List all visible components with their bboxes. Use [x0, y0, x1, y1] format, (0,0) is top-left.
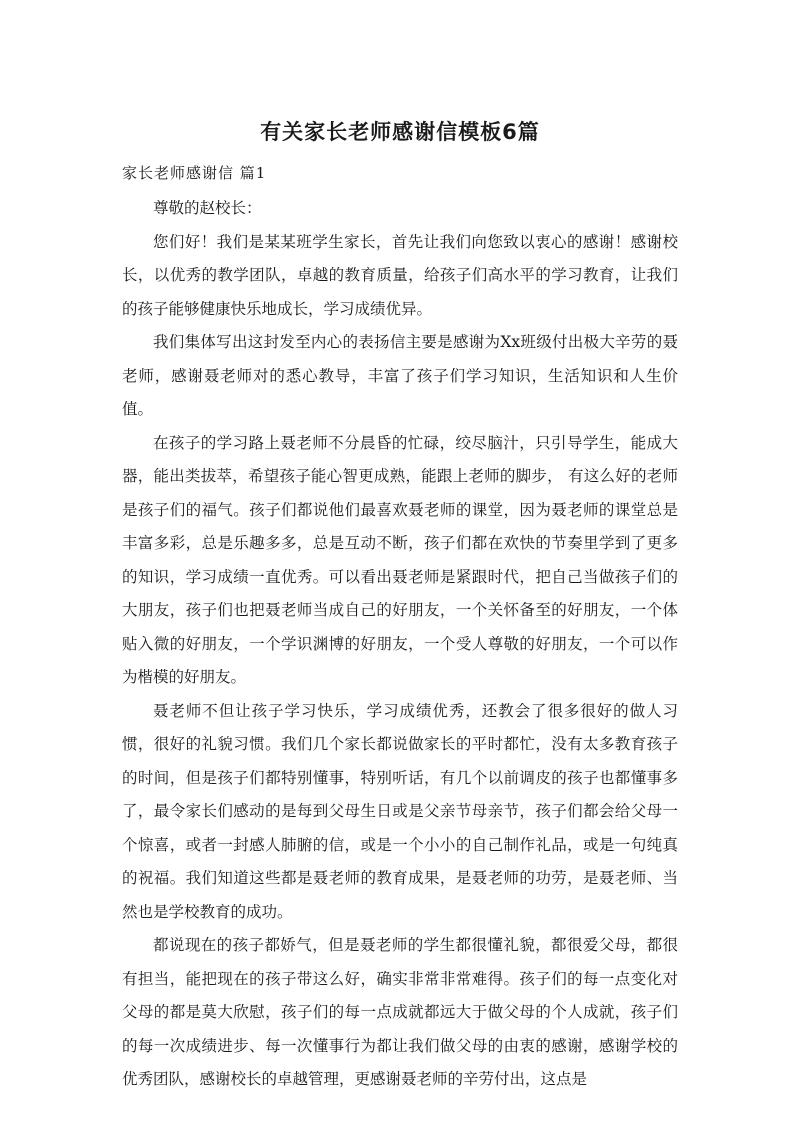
- document-title: 有关家长老师感谢信模板6篇: [260, 120, 540, 144]
- letter-body: [122, 192, 678, 1097]
- paragraph-1: 您们好！我们是某某班学生家长，首先让我们向您致以衷心的感谢！感谢校长，以优秀的教学团队，卓越的教育质量，给孩子们高水平的学习教育，让我们的孩子能够健康快乐地成长，学习成绩优异。: [122, 232, 678, 318]
- paragraph-4: 聂老师不但让孩子学习快乐，学习成绩优秀，还教会了很多很好的做人习惯，很好的礼貌习惯。我们几个家长都说做家长的平时都忙，没有太多教育孩子的时间，但是孩子们都特别懂事，特别听话，有几个以前调皮的孩子也都懂事多了，最令家长们感动的是每到父母生日或是父亲节母亲节，孩子们都会给父母一个惊喜，或者一封感人肺腑的信，或是一个小小的自己制作礼品，或是一句纯真的祝福。我们知道这些都是聂老师的教育成果，是聂老师的功劳，是聂老师、当然也是学校教育的成功。: [122, 701, 678, 921]
- paragraph-5: 都说现在的孩子都娇气，但是聂老师的学生都很懂礼貌，都很爱父母，都很有担当，能把现在的孩子带这么好，确实非常非常难得。孩子们的每一点变化对父母的都是莫大欣慰，孩子们的每一点成就都远大于做父母的个人成就，孩子们的每一次成绩进步、每一次懂事行为都让我们做父母的由衷的感谢，感谢学校的优秀团队，感谢校长的卓越管理，更感谢聂老师的辛劳付出，这点是: [122, 936, 678, 1088]
- salutation: 尊敬的赵校长：: [153, 199, 262, 217]
- section-heading: 家长老师感谢信 篇1: [122, 164, 267, 182]
- paragraph-3: 在孩子的学习路上聂老师不分晨昏的忙碌，绞尽脑汁，只引导学生，能成大器，能出类拔萃，希望孩子能心智更成熟，能跟上老师的脚步， 有这么好的老师是孩子们的福气。孩子们都说他们最喜欢聂老师的课堂，因为聂老师的课堂总是丰富多彩，总是乐趣多多，总是互动不断，孩子们都在欢快的节奏里学到了更多的知识，学习成绩一直优秀。可以看出聂老师是紧跟时代，把自己当做孩子们的大朋友，孩子们也把聂老师当成自己的好朋友，一个关怀备至的好朋友，一个体贴入微的好朋友，一个学识渊博的好朋友，一个受人尊敬的好朋友，一个可以作为楷模的好朋友。: [122, 433, 678, 686]
- paragraph-2: 我们集体写出这封发至内心的表扬信主要是感谢为Xx班级付出极大辛劳的聂老师，感谢聂老师对的悉心教导，丰富了孩子们学习知识，生活知识和人生价值。: [122, 333, 678, 418]
